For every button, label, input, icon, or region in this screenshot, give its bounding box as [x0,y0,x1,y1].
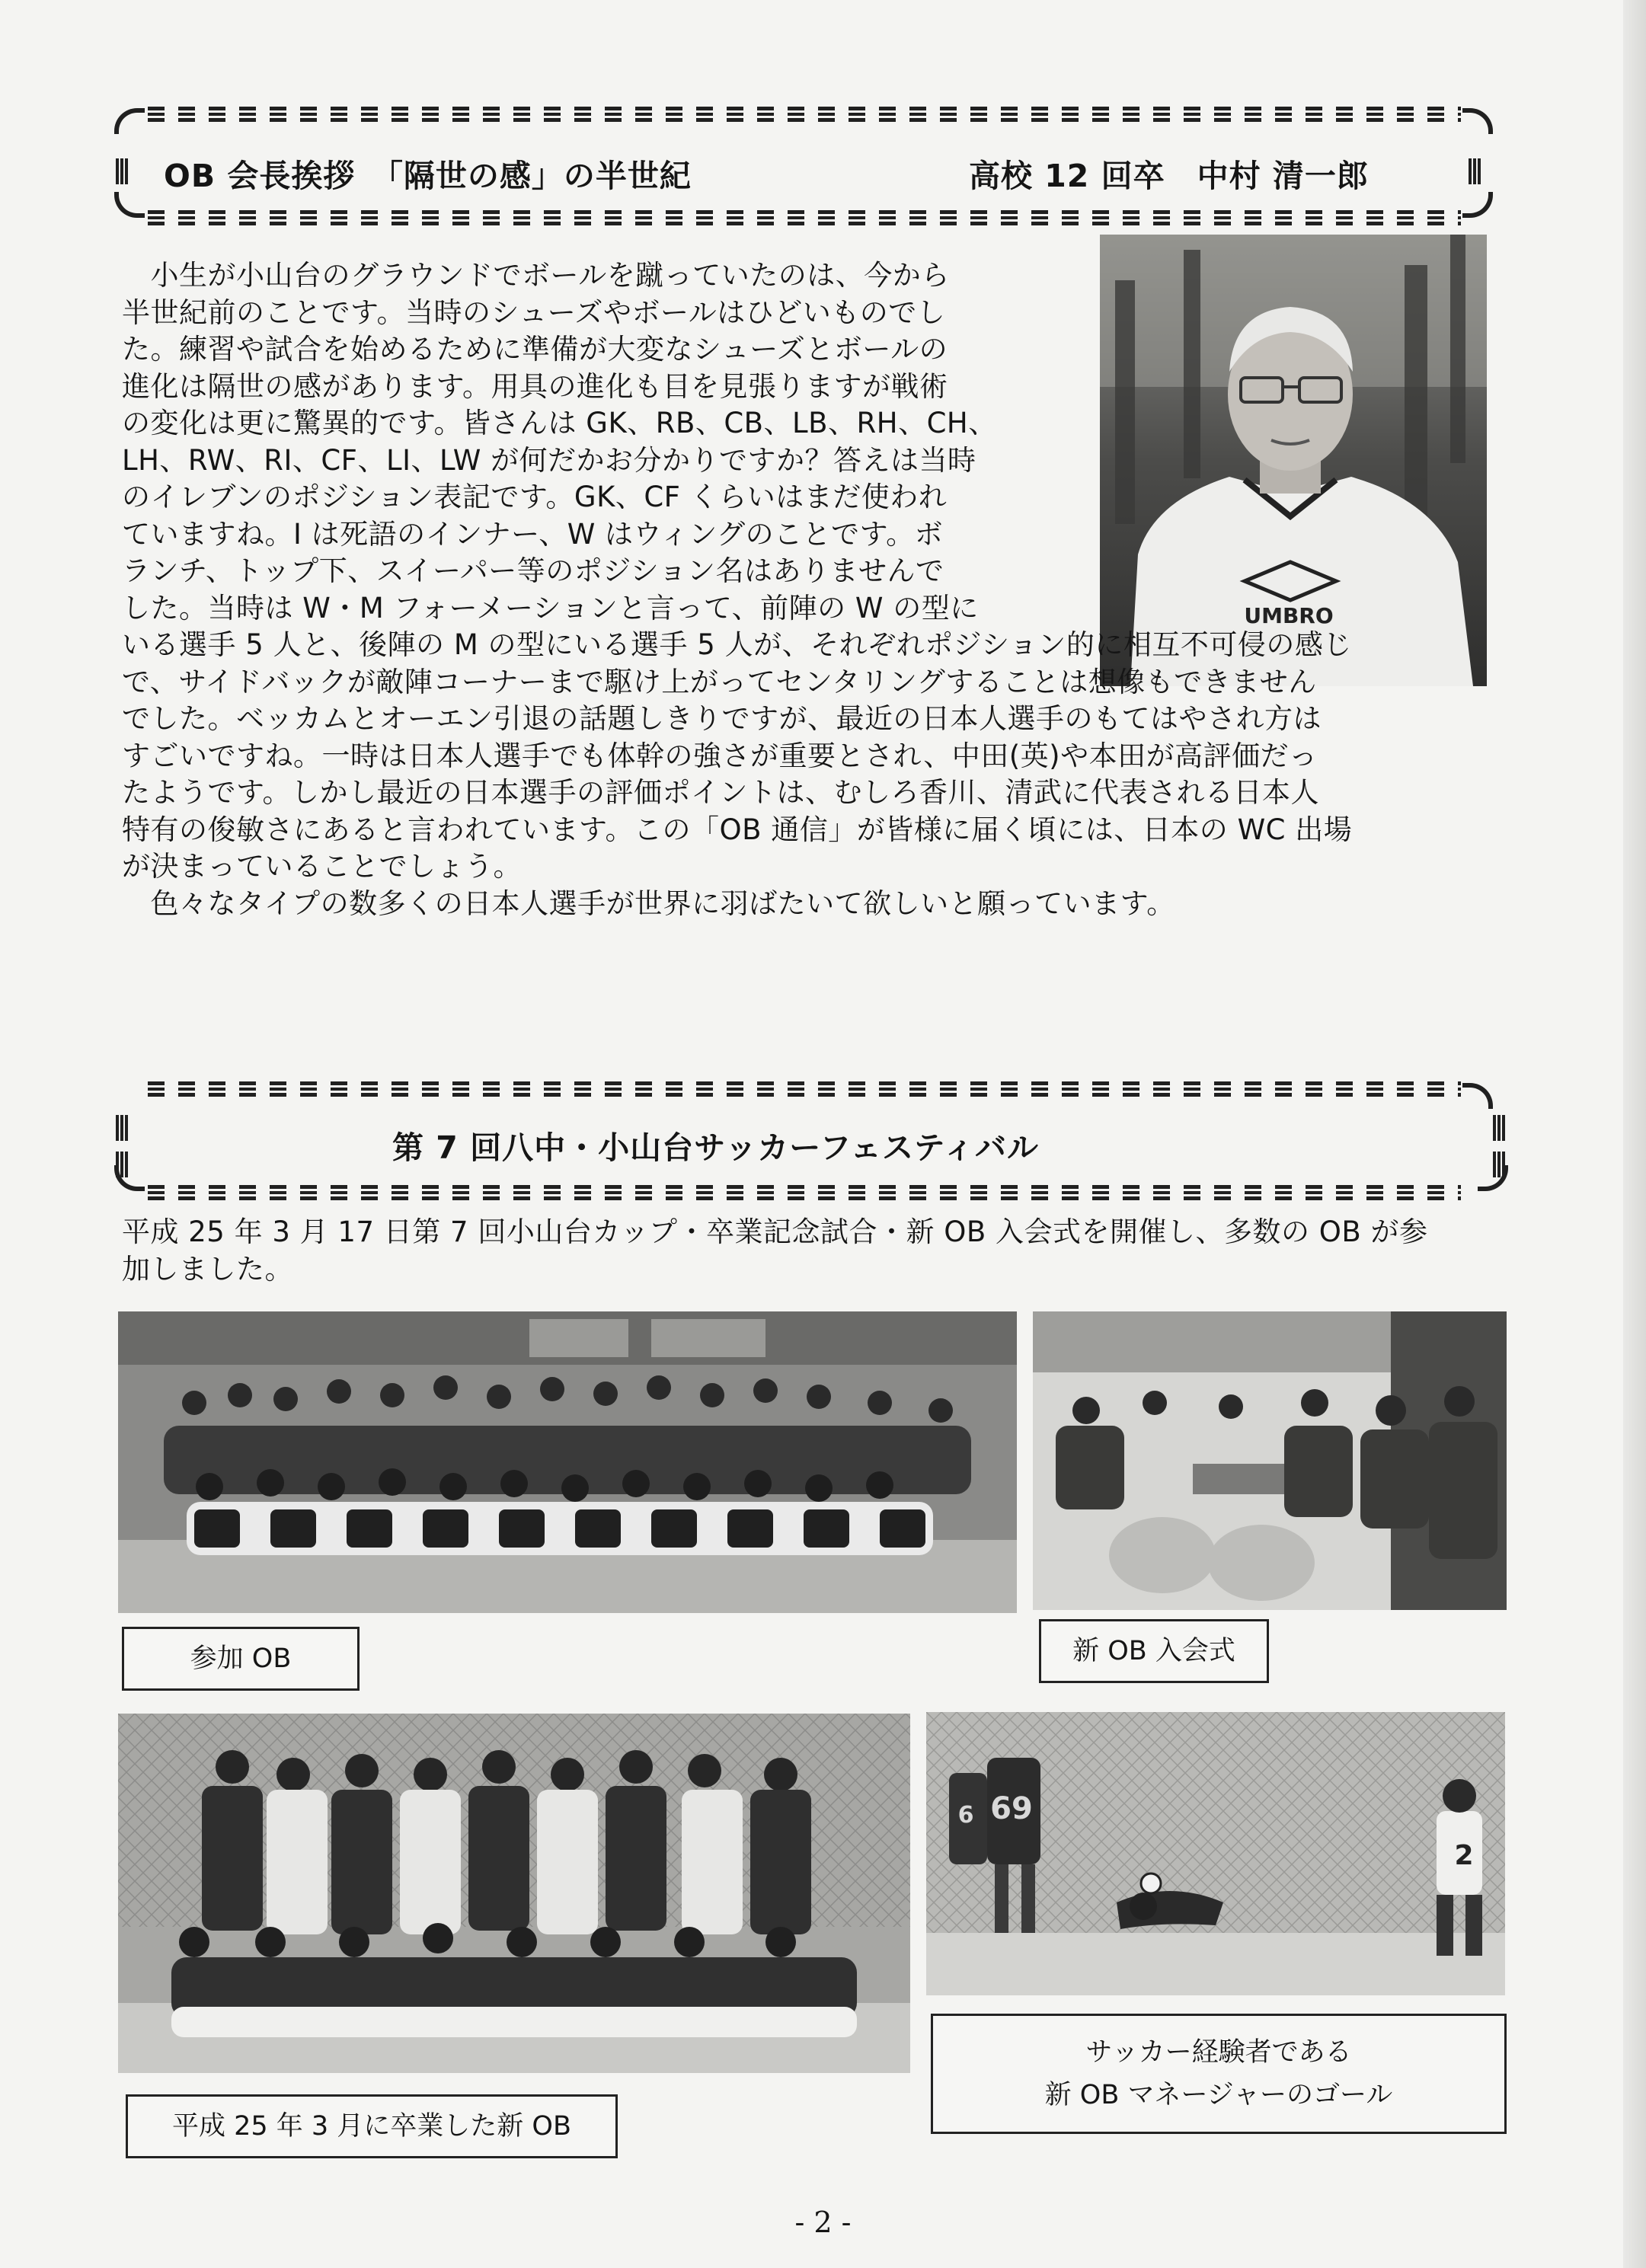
banner-corner [1462,108,1493,134]
body-line: 加しました。 [122,1252,293,1286]
body-line: で、サイドバックが敵陣コーナーまで駆け上がってセンタリングすることは想像もできません [122,665,1317,698]
caption-text: 新 OB 入会式 [1072,1636,1235,1666]
goal-photo-image [926,1712,1505,1995]
banner-corner [114,108,145,134]
body-line: ランチ、トップ下、スイーパー等のポジション名はありませんで [122,554,944,587]
body-line: 色々なタイプの数多くの日本人選手が世界に羽ばたいて欲しいと願っています。 [122,886,1175,920]
caption-ceremony [1039,1619,1269,1683]
caption-text: 平成 25 年 3 月に卒業した新 OB [172,2111,571,2142]
ceremony-photo-image [1033,1311,1507,1610]
page-number: - 2 - [794,2206,852,2239]
banner-side-mark [1493,1115,1505,1141]
caption-text: サッカー経験者である [1085,2037,1352,2068]
banner-bottom-rule [143,210,1461,225]
body-line: いる選手 5 人と、後陣の M の型にいる選手 5 人が、それぞれポジション的に相互不可侵の感じ [122,628,1352,661]
body-line: のイレブンのポジション表記です。GK、CF くらいはまだ使われ [122,481,948,513]
body-line: した。当時は W・M フォーメーションと言って、前陣の W の型に [122,591,979,624]
banner-corner [1462,192,1493,218]
banner-side-mark [1469,158,1481,184]
body-line: 進化は隔世の感があります。用具の進化も目を見張りますが戦術 [122,369,948,403]
body-line: が決まっていることでしょう。 [122,850,522,883]
goal-photo [926,1712,1505,1995]
body-line: LH、RW、RI、CF、LI、LW が何だかお分かりですか？答えは当時 [122,443,976,477]
jersey-number: 2 [1454,1840,1474,1871]
body-line: すごいですね。一時は日本人選手でも体幹の強さが重要とされ、中田(英)や本田が高評価だっ [122,739,1318,772]
section1-author: 高校 12 回卒 中村 清一郎 [969,158,1369,194]
graduates-photo-image [118,1714,910,2073]
page-edge [1623,0,1646,2268]
body-line: でした。ベッカムとオーエン引退の話題しきりですが、最近の日本人選手のもてはやされ方は [122,702,1322,735]
banner-corner [1478,1165,1508,1191]
body-line: 半世紀前のことです。当時のシューズやボールはひどいものでし [122,295,946,329]
section2-title: 第 7 回八中・小山台サッカーフェスティバル [392,1129,1040,1166]
banner-corner [114,1165,145,1191]
group-photo-image [118,1311,1017,1613]
body-line: 特有の俊敏さにあると言われています。この「OB 通信」が皆様に届く頃には、日本の WC 出場 [122,813,1353,846]
banner-bottom-rule [143,1185,1461,1200]
section1-title: OB 会長挨拶 「隔世の感」の半世紀 [164,158,692,194]
body-line: の変化は更に驚異的です。皆さんは GK、RB、CB、LB、RH、CH、 [122,407,997,439]
section1-body-wrapped [122,257,1352,922]
graduates-photo [118,1714,910,2073]
caption-graduates [126,2094,618,2158]
body-line: 小生が小山台のグラウンドでボールを蹴っていたのは、今から [122,259,950,292]
group-photo [118,1311,1017,1613]
section2-body [122,1214,1428,1288]
banner-top-rule [143,1081,1461,1097]
caption-goal [931,2014,1507,2134]
body-line: たようです。しかし最近の日本選手の評価ポイントは、むしろ香川、清武に代表される日本人 [122,776,1320,809]
caption-text: 新 OB マネージャーのゴール [1044,2080,1393,2110]
ceremony-photo [1033,1311,1507,1610]
body-line: ていますね。I は死語のインナー、W はウィングのことです。ボ [122,517,944,551]
banner-side-mark [116,158,128,184]
banner-corner [1462,1083,1493,1109]
body-line: 平成 25 年 3 月 17 日第 7 回小山台カップ・卒業記念試合・新 OB 入会式を開催し、多数の OB が参 [122,1215,1428,1248]
caption-group [122,1627,360,1691]
jersey-number: 69 [990,1791,1033,1826]
banner-top-rule [143,107,1461,122]
body-line: た。練習や試合を始めるために準備が大変なシューズとボールの [122,333,948,366]
banner-side-mark [116,1115,128,1141]
banner-corner [114,192,145,218]
jersey-number: 6 [957,1802,974,1829]
portrait-shirt-logo: UMBRO [1244,603,1334,628]
caption-text: 参加 OB [190,1644,292,1674]
